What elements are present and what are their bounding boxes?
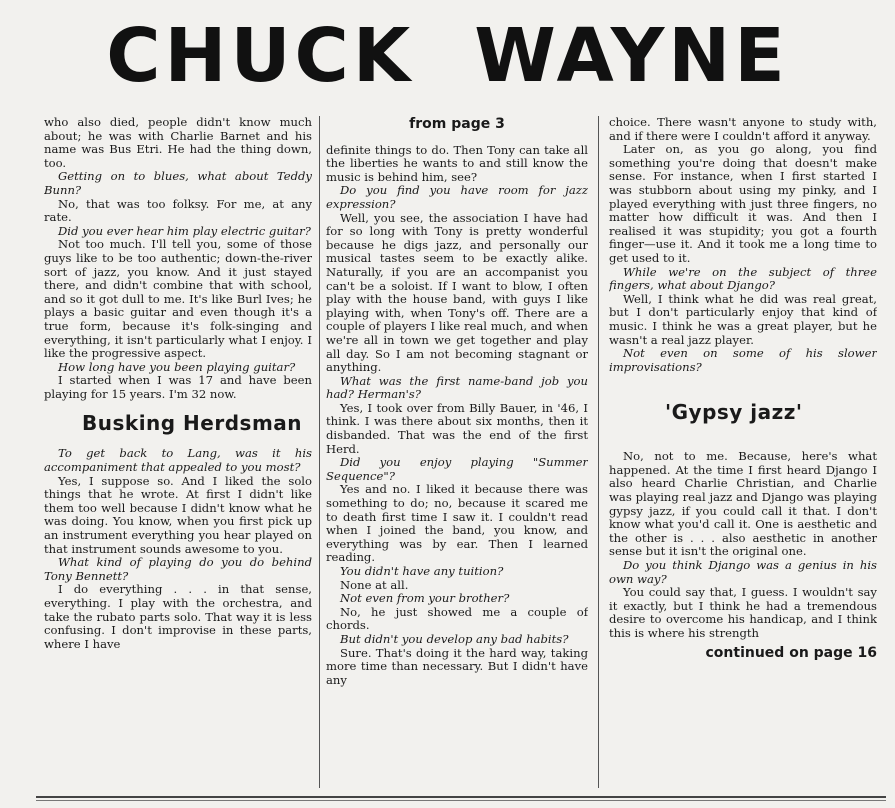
bottom-rule [36,796,886,798]
question-paragraph: What was the first name-band job you had? Herman's? [326,373,588,402]
question-paragraph: Did you ever hear him play electric guitar? [58,223,311,238]
headline-word-1: CHUCK [106,13,415,99]
question-paragraph: Not even from your brother? [340,591,510,606]
answer-paragraph: No, not to me. Because, here's what happened. At the time I first heard Django I also heard Charlie Christian, and Charlie was playing real jazz and Django was playing gypsy jazz, if you could call it that. I don't know what you'd call it. One is aesthetic and the other is . . . also aesthetic in another sense but it isn't the original one. [609,449,877,559]
question-paragraph: While we're on the subject of three fingers, what about Django? [609,264,877,293]
headline [0,6,895,106]
question-paragraph: Do you find you have room for jazz expression? [326,183,588,211]
question-paragraph: How long have you been playing guitar? [58,359,296,374]
question-paragraph: Getting on to blues, what about Teddy Bunn? [44,169,312,197]
answer-paragraph: definite things to do. Then Tony can take all the liberties he wants to and still know the music is behind him, see? [326,142,588,184]
question-paragraph: What kind of playing do you do behind Tony Bennett? [44,555,312,583]
answer-paragraph: Well, you see, the association I have had for so long with Tony is pretty wonderful because he digs jazz, and personally our musical tastes seem to be exactly alike. Naturally, if you are an accompanist you can't be a soloist. If I want to blow, I often play with the house band, with guys I like playing with, when Tony's off. There are a couple of players I like real much, and when we're all in town we get together and play all day. So I am not becoming stagnant or anything. [326,210,588,375]
answer-paragraph: Yes and no. I liked it because there was something to do; no, because it scared me to death first time I saw it. I couldn't read when I joined the band, you know, and everything was by ear. Then I learned reading. [326,482,588,565]
answer-paragraph: Sure. That's doing it the hard way, taking more time than necessary. But I didn't have any [326,645,588,687]
answer-paragraph: Yes, I took over from Billy Bauer, in '46, I think. I was there about six months, then it disbanded. That was the end of the first Herd. [326,400,588,456]
answer-paragraph: None at all. [340,577,409,592]
column-rule-2 [598,116,599,788]
column-2-paragraphs [326,144,588,688]
answer-paragraph: Yes, I suppose so. And I liked the solo things that he wrote. At first I didn't like them too well because I didn't know what he was doing. You know, when you first pick up an instrument everything you hear played on that instrument sounds awesome to you. [44,473,312,556]
subhead-busking-herdsman: Busking Herdsman [82,411,303,436]
answer-paragraph: Not too much. I'll tell you, some of those guys like to be too authentic; down-the-river sort of jazz, you know. And it just stayed there, and didn't combine that with school, and so it got dull to me. It's like Burl Ives; he plays a basic guitar and even though it's a true form, because it's folk-singing and everything, it isn't particularly what I enjoy. I like the progressive aspect. [44,237,312,361]
column-1-paragraphs [44,116,312,401]
bottom-rule-thin [36,800,886,801]
answer-paragraph: I do everything . . . in that sense, everything. I play with the orchestra, and take the rubato parts solo. That way it is less confusing. I don't improvise in these parts, where I have [44,582,312,651]
answer-paragraph: choice. There wasn't anyone to study with, and if there were I couldn't afford it anyway. [609,116,877,143]
question-paragraph: Do you think Django was a genius in his own way? [609,558,877,586]
column-3 [609,116,877,796]
column-rule-1 [319,116,320,788]
column-2 [326,116,588,796]
continued-on-page: continued on page 16 [705,644,877,661]
answer-paragraph: No, he just showed me a couple of chords. [326,604,588,633]
answer-paragraph: I started when I was 17 and have been playing for 15 years. I'm 32 now. [44,373,312,401]
answer-paragraph: Later on, as you go along, you find something you're doing that doesn't make sense. For instance, when I first started I was stubborn about using my pinky, and I played everything with just three fingers, no matter how difficult it was. And then I realised it was stupidity; you got a fourth finger—use it. And it took me a long time to get used to it. [609,142,877,265]
answer-paragraph: You could say that, I guess. I wouldn't say it exactly, but I think he had a tremendous desire to overcome his handicap, and I think this is where his strength [609,585,877,640]
headline-word-2: WAYNE [474,13,789,99]
subhead-gypsy-jazz: 'Gypsy jazz' [665,400,803,425]
answer-paragraph: No, that was too folksy. For me, at any rate. [44,196,312,225]
question-paragraph: You didn't have any tuition? [340,564,504,578]
question-paragraph: To get back to Lang, was it his accompaniment that appealed to you most? [44,446,312,475]
column-3-paragraphs-2 [609,450,877,640]
column-1-paragraphs-2 [44,447,312,651]
question-paragraph: Did you enjoy playing "Summer Sequence"? [326,455,588,483]
column-3-paragraphs [609,116,877,374]
question-paragraph: Not even on some of his slower improvisations? [609,346,877,374]
answer-paragraph: who also died, people didn't know much about; he was with Charlie Barnet and his name was Bus Etri. He had the thing down, too. [44,116,312,170]
answer-paragraph: Well, I think what he did was real great, but I don't particularly enjoy that kind of music. I think he was a great player, but he wasn't a real jazz player. [609,291,877,347]
question-paragraph: But didn't you develop any bad habits? [340,631,569,646]
from-page-link: from page 3 [409,116,505,132]
column-1 [44,116,312,796]
